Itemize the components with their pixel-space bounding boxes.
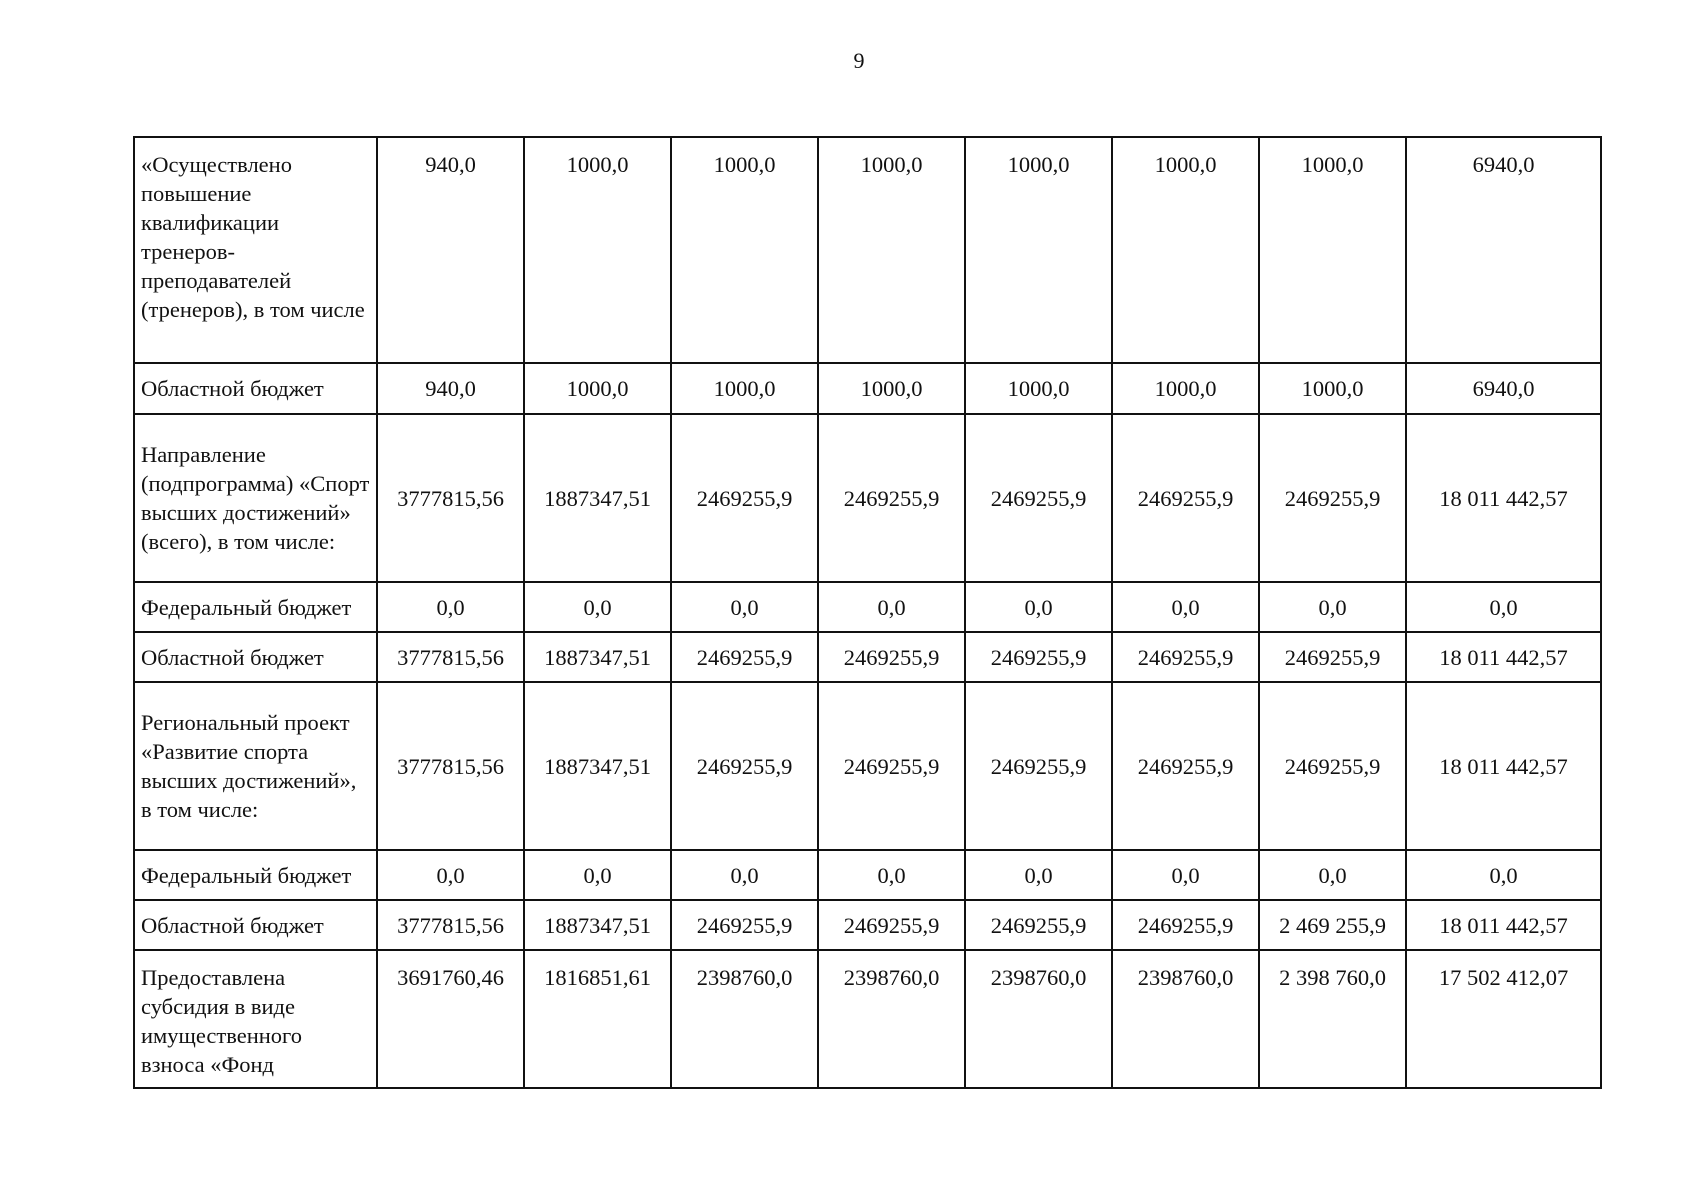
table-cell-total: 18 011 442,57 (1406, 414, 1601, 582)
row-label: Областной бюджет (134, 363, 377, 414)
table-cell: 2469255,9 (965, 414, 1112, 582)
row-label: «Осуществлено повышение квалификации тренеров-преподавателей (тренеров), в том числе (134, 137, 377, 363)
table-cell: 0,0 (1112, 582, 1259, 632)
row-label: Областной бюджет (134, 632, 377, 682)
table-cell-total: 18 011 442,57 (1406, 632, 1601, 682)
table-cell: 2469255,9 (671, 414, 818, 582)
row-label: Федеральный бюджет (134, 850, 377, 900)
table-row (134, 363, 1601, 414)
table-cell: 2 398 760,0 (1259, 950, 1406, 1088)
table-row (134, 632, 1601, 682)
table-cell: 0,0 (524, 582, 671, 632)
row-label: Региональный проект «Развитие спорта высших достижений», в том числе: (134, 682, 377, 850)
row-label: Направление (подпрограмма) «Спорт высших достижений» (всего), в том числе: (134, 414, 377, 582)
table-cell: 2398760,0 (1112, 950, 1259, 1088)
table-cell: 3777815,56 (377, 682, 524, 850)
table-cell-total: 6940,0 (1406, 137, 1601, 363)
table-cell: 2469255,9 (671, 682, 818, 850)
table-cell: 1000,0 (1112, 137, 1259, 363)
table-cell: 0,0 (671, 582, 818, 632)
table-cell: 3691760,46 (377, 950, 524, 1088)
table-cell: 2469255,9 (965, 682, 1112, 850)
table-cell: 0,0 (524, 850, 671, 900)
table-row (134, 850, 1601, 900)
table-cell: 1000,0 (524, 363, 671, 414)
table-row (134, 682, 1601, 850)
table-cell: 2469255,9 (965, 632, 1112, 682)
table-cell: 1000,0 (1112, 363, 1259, 414)
table-cell-total: 18 011 442,57 (1406, 900, 1601, 950)
table-cell: 1000,0 (1259, 137, 1406, 363)
table-cell: 2398760,0 (818, 950, 965, 1088)
table-cell: 2398760,0 (965, 950, 1112, 1088)
row-label: Предоставлена субсидия в виде имущественного взноса «Фонд (134, 950, 377, 1088)
table-cell: 2469255,9 (818, 414, 965, 582)
table-cell: 2469255,9 (1259, 414, 1406, 582)
table-cell: 2398760,0 (671, 950, 818, 1088)
table-cell: 0,0 (818, 582, 965, 632)
table-cell: 0,0 (1259, 582, 1406, 632)
table-cell: 2469255,9 (818, 682, 965, 850)
table-cell-total: 6940,0 (1406, 363, 1601, 414)
table-cell: 1887347,51 (524, 414, 671, 582)
table-cell-total: 0,0 (1406, 850, 1601, 900)
table-cell: 2469255,9 (818, 632, 965, 682)
page-number: 9 (853, 48, 865, 73)
table-cell: 1000,0 (965, 137, 1112, 363)
table-cell: 0,0 (818, 850, 965, 900)
table-cell: 1000,0 (671, 363, 818, 414)
table-cell: 0,0 (1259, 850, 1406, 900)
budget-table (133, 136, 1602, 1089)
table-row (134, 900, 1601, 950)
table-row (134, 582, 1601, 632)
table-cell: 0,0 (377, 582, 524, 632)
table-cell: 2469255,9 (671, 900, 818, 950)
table-cell: 0,0 (965, 582, 1112, 632)
table-cell: 1000,0 (965, 363, 1112, 414)
table-cell: 2469255,9 (1112, 682, 1259, 850)
table-cell: 0,0 (377, 850, 524, 900)
table-cell: 2469255,9 (1259, 682, 1406, 850)
row-label: Федеральный бюджет (134, 582, 377, 632)
table-cell: 2469255,9 (1112, 632, 1259, 682)
table-cell: 1000,0 (818, 137, 965, 363)
table-cell: 1000,0 (818, 363, 965, 414)
table-cell: 2469255,9 (1259, 632, 1406, 682)
table-cell: 1887347,51 (524, 632, 671, 682)
table-cell: 2469255,9 (671, 632, 818, 682)
table-cell: 1887347,51 (524, 682, 671, 850)
table-row (134, 414, 1601, 582)
table-cell-total: 17 502 412,07 (1406, 950, 1601, 1088)
table-cell: 1816851,61 (524, 950, 671, 1088)
table-cell: 2469255,9 (1112, 900, 1259, 950)
table-row (134, 950, 1601, 1088)
table-cell: 0,0 (671, 850, 818, 900)
table-cell: 2469255,9 (818, 900, 965, 950)
table-cell: 2469255,9 (965, 900, 1112, 950)
table-cell: 0,0 (965, 850, 1112, 900)
table-cell: 1000,0 (524, 137, 671, 363)
table-cell: 940,0 (377, 363, 524, 414)
table-cell: 3777815,56 (377, 900, 524, 950)
table-cell: 1000,0 (1259, 363, 1406, 414)
table-cell: 2469255,9 (1112, 414, 1259, 582)
table-cell: 2 469 255,9 (1259, 900, 1406, 950)
table-cell: 1887347,51 (524, 900, 671, 950)
table-cell-total: 0,0 (1406, 582, 1601, 632)
row-label: Областной бюджет (134, 900, 377, 950)
table-cell: 0,0 (1112, 850, 1259, 900)
table-cell-total: 18 011 442,57 (1406, 682, 1601, 850)
table-cell: 1000,0 (671, 137, 818, 363)
table-cell: 3777815,56 (377, 414, 524, 582)
table-row (134, 137, 1601, 363)
table-cell: 940,0 (377, 137, 524, 363)
table-cell: 3777815,56 (377, 632, 524, 682)
